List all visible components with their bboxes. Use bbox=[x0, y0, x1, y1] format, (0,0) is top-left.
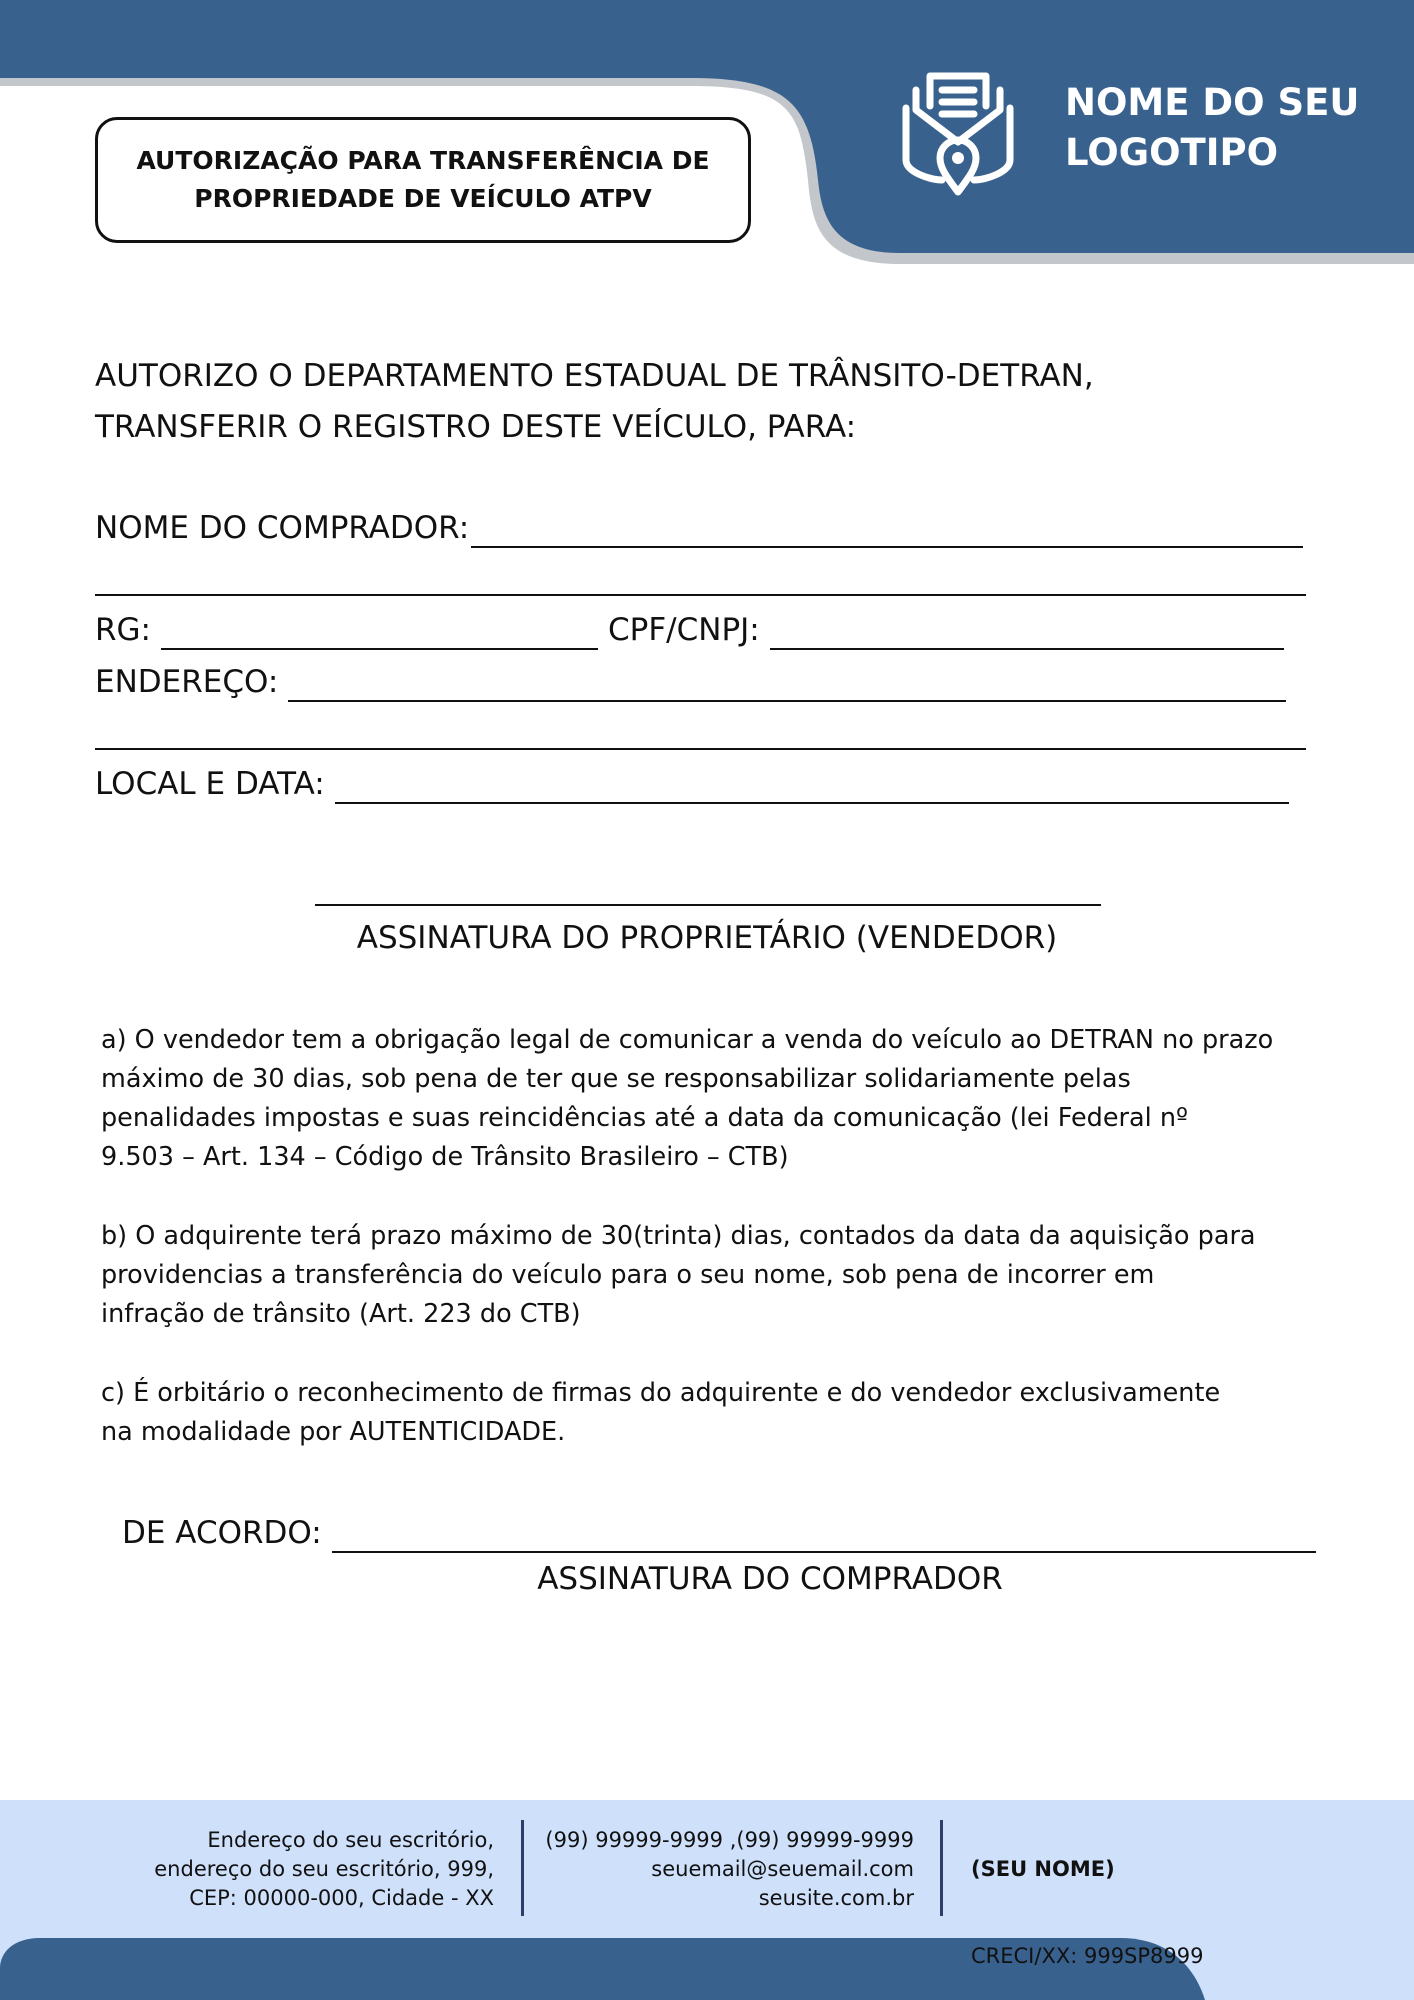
rg-blank[interactable] bbox=[161, 618, 598, 650]
clause-c: c) É orbitário o reconhecimento de firmas do adquirente e do vendedor exclusivamente na modalidade por AUTENTICIDADE. bbox=[101, 1378, 1221, 1447]
place-date-blank[interactable] bbox=[335, 772, 1289, 804]
logo-text bbox=[1065, 78, 1395, 178]
buyer-name-label: NOME DO COMPRADOR: bbox=[95, 510, 470, 546]
buyer-signature-label: ASSINATURA DO COMPRADOR bbox=[537, 1561, 1003, 1597]
footer-person bbox=[971, 1826, 1351, 1971]
cpf-cnpj-blank[interactable] bbox=[770, 618, 1284, 650]
place-date-label: LOCAL E DATA: bbox=[95, 766, 325, 802]
buyer-signature-line[interactable] bbox=[332, 1521, 1316, 1553]
footer-creci: CRECI/XX: 999SP8999 bbox=[971, 1944, 1204, 1968]
logo-text-line1: NOME DO SEU bbox=[1065, 81, 1360, 124]
address-blank[interactable] bbox=[288, 670, 1286, 702]
logo-text-line2: LOGOTIPO bbox=[1065, 131, 1279, 174]
rg-label: RG: bbox=[95, 612, 152, 648]
footer-divider-2 bbox=[940, 1820, 943, 1916]
place-date-field bbox=[95, 764, 1289, 804]
buyer-name-blank[interactable] bbox=[471, 516, 1303, 548]
agreement-field bbox=[122, 1513, 1316, 1553]
document-title: AUTORIZAÇÃO PARA TRANSFERÊNCIA DE PROPRIEDADE DE VEÍCULO ATPV bbox=[136, 146, 710, 213]
document-location-pin-icon bbox=[902, 68, 1014, 198]
address-field bbox=[95, 662, 1286, 702]
footer-name: (SEU NOME) bbox=[971, 1857, 1115, 1881]
legal-clauses bbox=[101, 1021, 1331, 1492]
document-title-box bbox=[95, 117, 751, 243]
footer-contact: (99) 99999-9999 ,(99) 99999-9999 seuemail@seuemail.com seusite.com.br bbox=[545, 1828, 914, 1910]
buyer-name-blank-continued[interactable] bbox=[95, 594, 1306, 596]
cpf-cnpj-label: CPF/CNPJ: bbox=[608, 612, 760, 648]
rg-cpf-field-row bbox=[95, 610, 1284, 650]
address-blank-continued[interactable] bbox=[95, 748, 1306, 750]
authorization-intro: AUTORIZO O DEPARTAMENTO ESTADUAL DE TRÂNSITO-DETRAN, TRANSFERIR O REGISTRO DESTE VEÍCULO, PARA: bbox=[95, 358, 1094, 445]
buyer-name-field bbox=[95, 508, 1303, 548]
address-label: ENDEREÇO: bbox=[95, 664, 279, 700]
clause-b: b) O adquirente terá prazo máximo de 30(trinta) dias, contados da data da aquisição para providencias a transferência do veículo para o seu nome, sob pena de incorrer em infração de trânsito (Art. 223 do CTB) bbox=[101, 1221, 1256, 1329]
clause-a: a) O vendedor tem a obrigação legal de comunicar a venda do veículo ao DETRAN no prazo máximo de 30 dias, sob pena de ter que se responsabilizar solidariamente pelas penalidades impostas e suas reincidências até a data da comunicação (lei Federal nº 9.503 – Art. 134 – Código de Trânsito Brasileiro – CTB) bbox=[101, 1025, 1274, 1172]
footer-address: Endereço do seu escritório, endereço do seu escritório, 999, CEP: 00000-000, Cidade - XX bbox=[154, 1828, 494, 1910]
owner-signature-line[interactable] bbox=[315, 904, 1101, 906]
agreement-label: DE ACORDO: bbox=[122, 1515, 322, 1551]
owner-signature-label: ASSINATURA DO PROPRIETÁRIO (VENDEDOR) bbox=[356, 920, 1058, 956]
